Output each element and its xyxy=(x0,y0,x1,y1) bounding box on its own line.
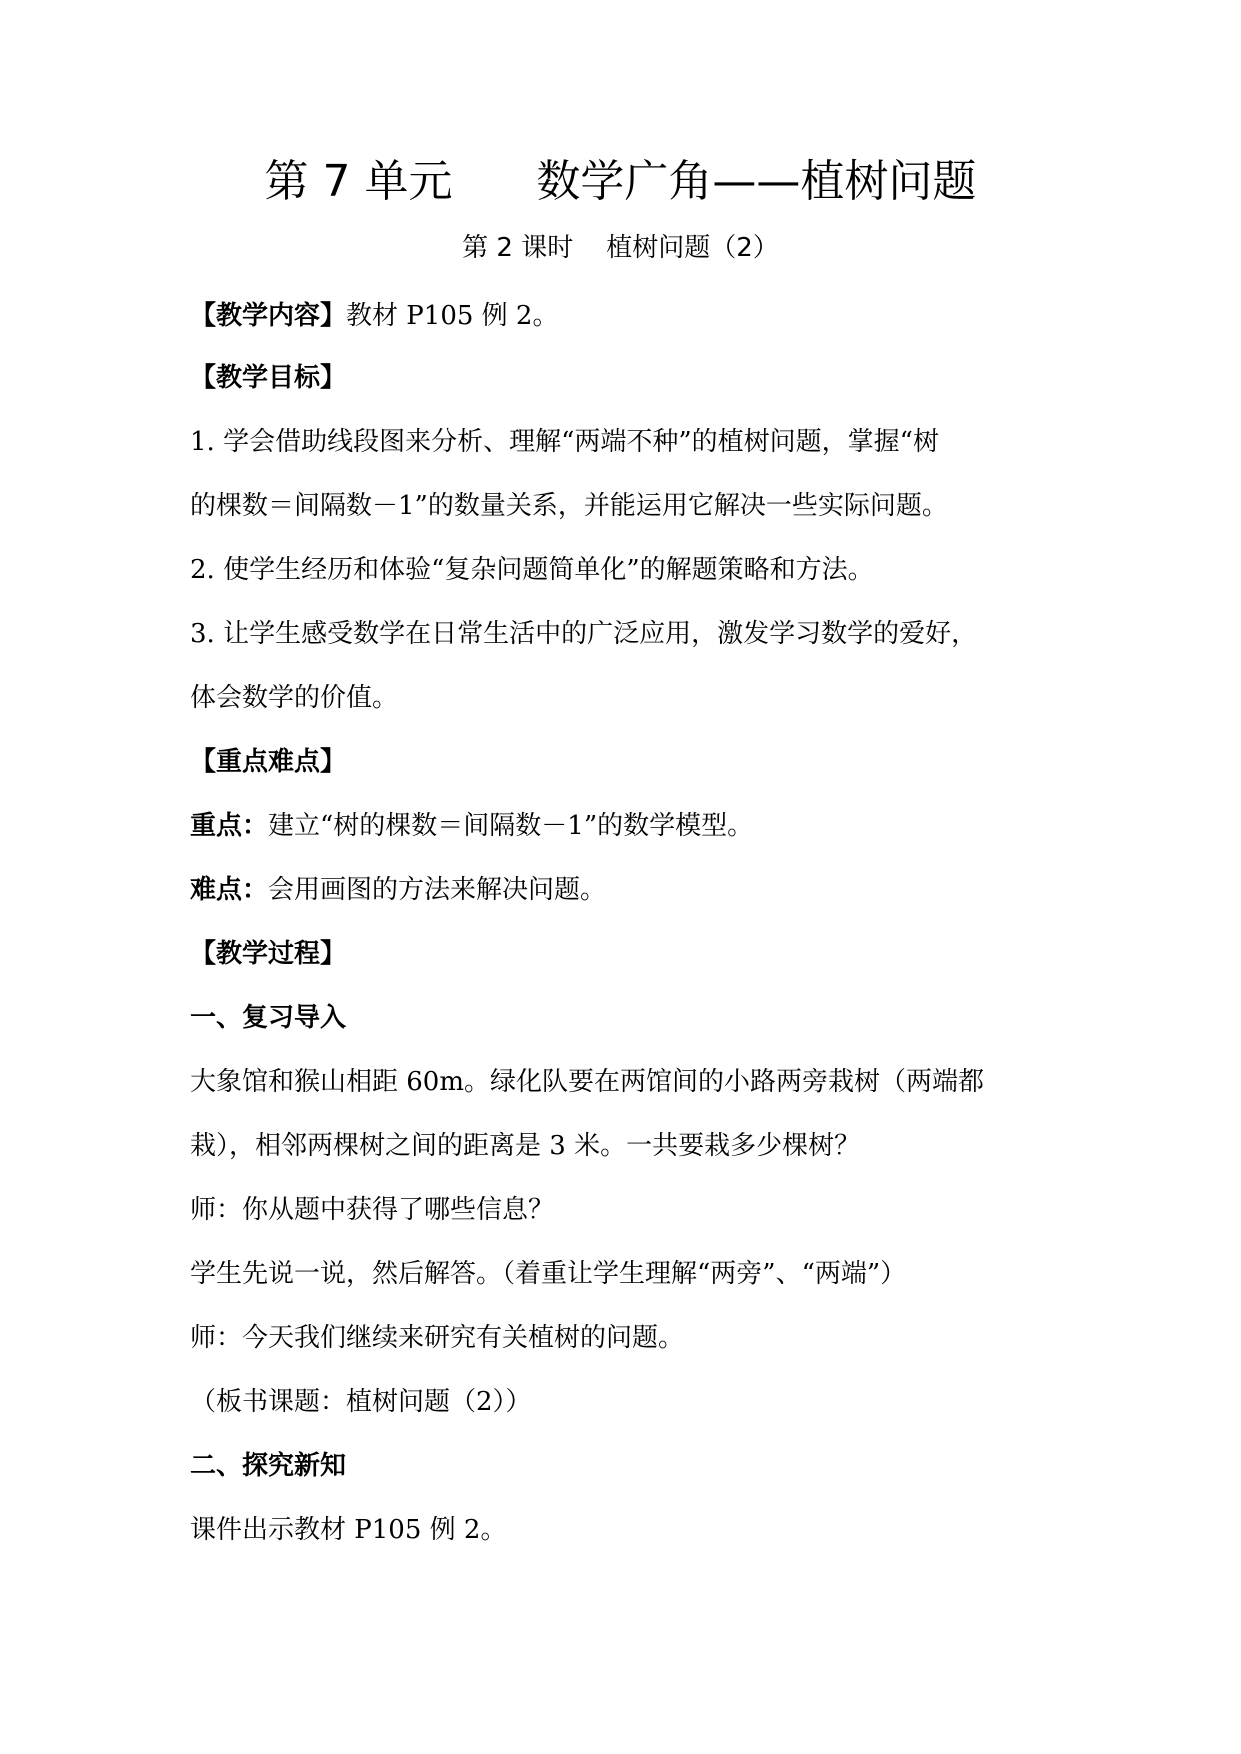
objective-1-line-1: 1. 学会借助线段图来分析、理解“两端不种”的植树问题，掌握“树 xyxy=(190,427,939,457)
objectives-heading: 【教学目标】 xyxy=(190,363,347,393)
student-activity: 学生先说一说，然后解答。（着重让学生理解“两旁”、“两端”） xyxy=(190,1259,907,1289)
objective-3-line-1: 3. 让学生感受数学在日常生活中的广泛应用，激发学习数学的爱好， xyxy=(190,619,978,649)
key-points-heading: 【重点难点】 xyxy=(190,747,347,777)
teaching-content-text: 教材 P105 例 2。 xyxy=(346,301,559,331)
objective-1-line-2: 的棵数＝间隔数－1”的数量关系，并能运用它解决一些实际问题。 xyxy=(190,491,948,521)
key-point-row xyxy=(190,806,1070,846)
teaching-content-label: 【教学内容】 xyxy=(190,301,347,331)
key-point-label: 重点： xyxy=(190,811,269,841)
key-point-text: 建立“树的棵数＝间隔数－1”的数学模型。 xyxy=(268,811,754,841)
difficulty-row xyxy=(190,870,1070,910)
teaching-content-row xyxy=(190,296,1070,336)
review-problem-line-1: 大象馆和猴山相距 60m。绿化队要在两馆间的小路两旁栽树（两端都 xyxy=(190,1067,985,1097)
difficulty-text: 会用画图的方法来解决问题。 xyxy=(268,875,607,905)
objective-2: 2. 使学生经历和体验“复杂问题简单化”的解题策略和方法。 xyxy=(190,555,874,585)
objective-3-line-2: 体会数学的价值。 xyxy=(190,683,399,713)
section-review-heading: 一、复习导入 xyxy=(190,1003,347,1033)
section-explore-heading: 二、探究新知 xyxy=(190,1451,347,1481)
page-title: 第 7 单元 数学广角——植树问题 xyxy=(264,156,977,207)
process-heading: 【教学过程】 xyxy=(190,939,347,969)
difficulty-label: 难点： xyxy=(190,875,269,905)
lesson-subtitle: 第 2 课时 植树问题（2） xyxy=(462,233,779,263)
courseware-note: 课件出示教材 P105 例 2。 xyxy=(190,1515,507,1545)
review-problem-line-2: 栽），相邻两棵树之间的距离是 3 米。一共要栽多少棵树？ xyxy=(190,1131,861,1161)
teacher-question: 师：你从题中获得了哪些信息？ xyxy=(190,1195,555,1225)
board-topic: （板书课题：植树问题（2）） xyxy=(190,1387,532,1417)
teacher-intro: 师：今天我们继续来研究有关植树的问题。 xyxy=(190,1323,685,1353)
